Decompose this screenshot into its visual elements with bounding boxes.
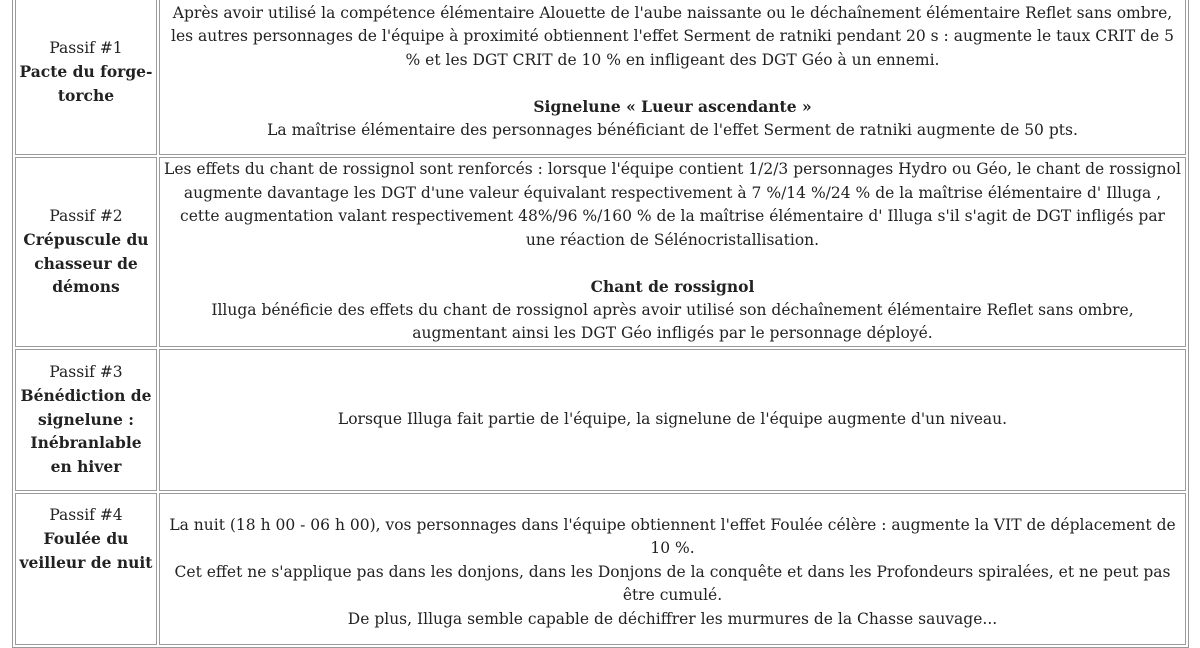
talent-title: Pacte du forge-torche	[19, 62, 153, 105]
talent-label: Passif #3	[49, 362, 123, 381]
talent-extra: De plus, Illuga semble capable de déchiffrer les murmures de la Chasse sauvage...	[347, 609, 998, 628]
talent-label: Passif #2	[49, 206, 123, 225]
talent-name-cell	[15, 349, 157, 491]
passive-talents-container	[12, 0, 1189, 648]
talent-description: La nuit (18 h 00 - 06 h 00), vos personnages dans l'équipe obtiennent l'effet Foulée célère : augmente la VIT de déplacement de 10 %.	[169, 515, 1176, 558]
moonsign-description: La maîtrise élémentaire des personnages bénéficiant de l'effet Serment de ratniki augmente de 50 pts.	[267, 120, 1078, 139]
table-row-passive-2	[15, 157, 1186, 347]
talent-restriction: Cet effet ne s'applique pas dans les donjons, dans les Donjons de la conquête et dans les Profondeurs spiralées, et ne peut pas être cumulé.	[174, 562, 1171, 605]
talent-label: Passif #4	[49, 505, 123, 524]
talent-title: Foulée du veilleur de nuit	[19, 529, 153, 572]
talent-title: Crépuscule du chasseur de démons	[23, 230, 149, 297]
talent-name-cell	[15, 0, 157, 155]
table-row-passive-1	[15, 0, 1186, 155]
nightingale-description: Illuga bénéficie des effets du chant de rossignol après avoir utilisé son déchaînement élémentaire Reflet sans ombre, augmentant ainsi les DGT Géo infligés par le personnage déployé.	[211, 300, 1134, 342]
passive-talents-table	[12, 0, 1189, 648]
talent-description-cell	[159, 157, 1186, 347]
talent-description-cell	[159, 0, 1186, 155]
talent-description: Lorsque Illuga fait partie de l'équipe, la signelune de l'équipe augmente d'un niveau.	[337, 409, 1008, 428]
talent-name-cell	[15, 157, 157, 347]
talent-description: Les effets du chant de rossignol sont renforcés : lorsque l'équipe contient 1/2/3 personnages Hydro ou Géo, le chant de rossignol augmente davantage les DGT d'une valeur équivalant respectivement à 7 %/14 %/24 % de la maîtrise élémentaire d' Illuga , cette augmentation valant respectivement 48%/96 %/160 % de la maîtrise élémentaire d' Illuga s'il s'agit de DGT infligés par une réaction de Sélénocristallisation.	[164, 160, 1181, 249]
talent-description-cell	[159, 349, 1186, 491]
table-row-passive-3	[15, 349, 1186, 491]
nightingale-title: Chant de rossignol	[590, 277, 755, 296]
talent-description: Après avoir utilisé la compétence élémentaire Alouette de l'aube naissante ou le déchaînement élémentaire Reflet sans ombre, les autres personnages de l'équipe à proximité obtiennent l'effet Serment de ratniki pendant 20 s : augmente le taux CRIT de 5 % et les DGT CRIT de 10 % en infligeant des DGT Géo à un ennemi.	[170, 3, 1175, 69]
talent-name-cell	[15, 493, 157, 645]
talent-title: Bénédiction de signelune : Inébranlable en hiver	[20, 386, 152, 476]
talent-description-cell	[159, 493, 1186, 645]
talent-label: Passif #1	[49, 38, 123, 57]
table-row-passive-4	[15, 493, 1186, 645]
moonsign-title: Signelune « Lueur ascendante »	[533, 97, 812, 117]
